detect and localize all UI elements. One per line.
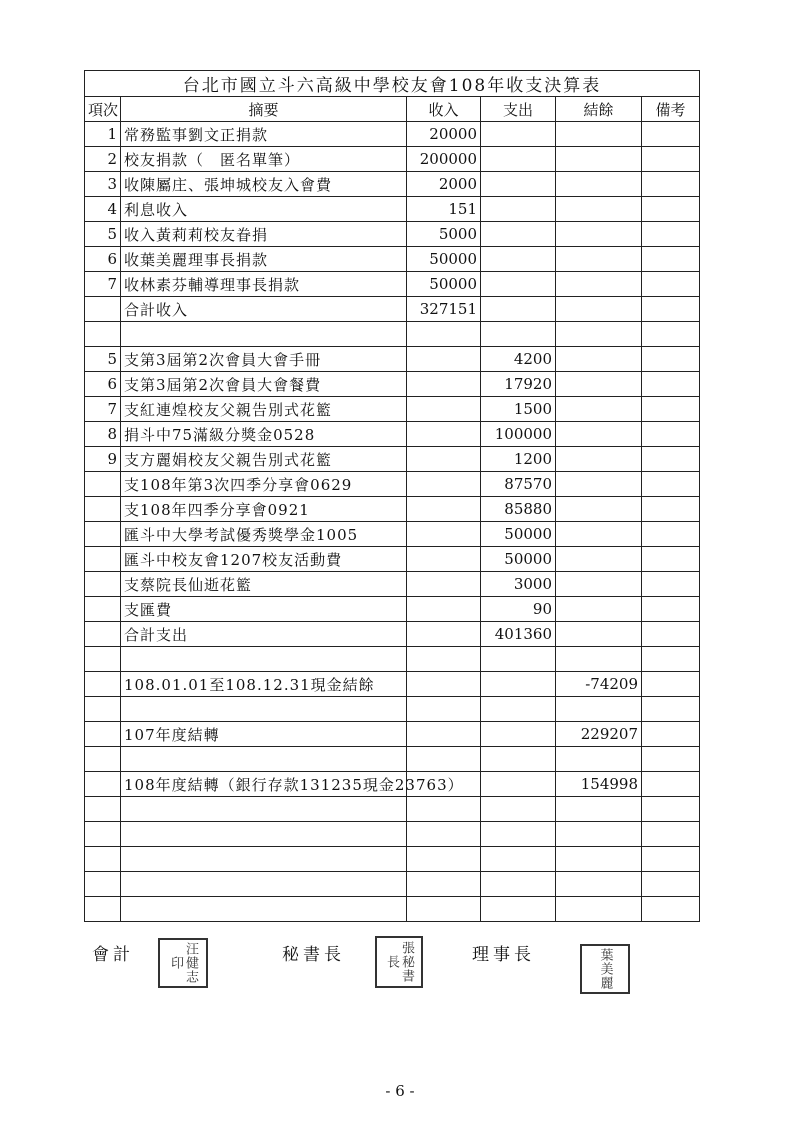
row-expense [481, 297, 556, 322]
row-description: 收葉美麗理事長捐款 [121, 247, 407, 272]
row-remark [642, 297, 700, 322]
row-expense: 3000 [481, 572, 556, 597]
income-row [85, 222, 700, 247]
cell-desc [121, 647, 407, 672]
header-balance: 結餘 [556, 97, 642, 122]
cell-no [85, 847, 121, 872]
header-desc: 摘要 [121, 97, 407, 122]
income-row [85, 272, 700, 297]
row-number [85, 497, 121, 522]
cell-expense [481, 697, 556, 722]
cell-income [407, 747, 481, 772]
cell-expense [481, 322, 556, 347]
row-number [85, 572, 121, 597]
cell-balance [556, 697, 642, 722]
carry-107-row [85, 722, 700, 747]
cell-expense [481, 647, 556, 672]
expense-row [85, 422, 700, 447]
cell-expense [481, 822, 556, 847]
row-income [407, 672, 481, 697]
header-income: 收入 [407, 97, 481, 122]
row-number [85, 597, 121, 622]
cell-expense [481, 747, 556, 772]
expense-row [85, 572, 700, 597]
row-remark [642, 722, 700, 747]
cell-income [407, 697, 481, 722]
row-income [407, 597, 481, 622]
carry-107-row-value: 229207 [556, 722, 642, 747]
blank-row [85, 872, 700, 897]
row-description: 支第3屆第2次會員大會手冊 [121, 347, 407, 372]
expense-total-row [85, 622, 700, 647]
header-row [85, 97, 700, 122]
row-expense [481, 222, 556, 247]
row-remark [642, 197, 700, 222]
row-income: 200000 [407, 147, 481, 172]
income-total-row [85, 297, 700, 322]
cell-balance [556, 847, 642, 872]
row-description: 校友捐款（ 匿名單筆） [121, 147, 407, 172]
row-income: 20000 [407, 122, 481, 147]
row-expense [481, 122, 556, 147]
row-number: 7 [85, 397, 121, 422]
cell-no [85, 322, 121, 347]
row-balance [556, 172, 642, 197]
blank-row [85, 647, 700, 672]
cell-expense [481, 847, 556, 872]
row-income [407, 372, 481, 397]
row-number [85, 547, 121, 572]
row-income [407, 447, 481, 472]
row-balance [556, 222, 642, 247]
row-income: 2000 [407, 172, 481, 197]
row-remark [642, 597, 700, 622]
row-balance [556, 572, 642, 597]
row-income [407, 397, 481, 422]
accountant-label: 會計 [92, 945, 134, 965]
cell-income [407, 322, 481, 347]
cell-desc [121, 322, 407, 347]
cell-remark [642, 797, 700, 822]
cell-balance [556, 872, 642, 897]
expense-row [85, 597, 700, 622]
row-remark [642, 372, 700, 397]
cell-desc [121, 747, 407, 772]
row-number: 3 [85, 172, 121, 197]
cell-no [85, 872, 121, 897]
row-balance [556, 297, 642, 322]
cell-income [407, 647, 481, 672]
secretary-label: 秘書長 [282, 945, 345, 965]
cell-desc [121, 872, 407, 897]
row-number: 5 [85, 347, 121, 372]
cell-balance [556, 647, 642, 672]
expense-row [85, 497, 700, 522]
cell-desc [121, 822, 407, 847]
row-number: 1 [85, 122, 121, 147]
row-description: 支108年四季分享會0921 [121, 497, 407, 522]
blank-row [85, 747, 700, 772]
expense-row [85, 447, 700, 472]
expense-row [85, 347, 700, 372]
row-balance [556, 547, 642, 572]
income-row [85, 122, 700, 147]
chairman-seal: 葉美麗 [580, 944, 630, 994]
row-description: 支第3屆第2次會員大會餐費 [121, 372, 407, 397]
row-description: 匯斗中校友會1207校友活動費 [121, 547, 407, 572]
income-total-label: 合計收入 [121, 297, 407, 322]
row-remark [642, 347, 700, 372]
cash-balance-row [85, 672, 700, 697]
row-remark [642, 147, 700, 172]
blank-row [85, 797, 700, 822]
row-balance [556, 147, 642, 172]
row-expense [481, 247, 556, 272]
cell-remark [642, 847, 700, 872]
cell-balance [556, 797, 642, 822]
row-remark [642, 622, 700, 647]
row-description: 支方麗娟校友父親告別式花籃 [121, 447, 407, 472]
row-balance [556, 447, 642, 472]
row-description: 收陳屬庄、張坤城校友入會費 [121, 172, 407, 197]
row-expense: 85880 [481, 497, 556, 522]
row-income [407, 622, 481, 647]
carry-108-row-value: 154998 [556, 772, 642, 797]
cell-no [85, 697, 121, 722]
row-income [407, 547, 481, 572]
cell-no [85, 897, 121, 922]
row-remark [642, 497, 700, 522]
cell-income [407, 847, 481, 872]
row-expense [481, 722, 556, 747]
blank-row [85, 697, 700, 722]
row-income [407, 472, 481, 497]
row-expense: 50000 [481, 522, 556, 547]
row-number: 4 [85, 197, 121, 222]
cell-balance [556, 897, 642, 922]
row-expense: 87570 [481, 472, 556, 497]
row-remark [642, 247, 700, 272]
row-number [85, 722, 121, 747]
row-expense: 1500 [481, 397, 556, 422]
row-description: 收入黃莉莉校友眷捐 [121, 222, 407, 247]
cell-balance [556, 822, 642, 847]
title-row [85, 71, 700, 97]
header-remark: 備考 [642, 97, 700, 122]
cell-desc [121, 697, 407, 722]
cell-income [407, 872, 481, 897]
row-remark [642, 397, 700, 422]
row-remark [642, 422, 700, 447]
row-remark [642, 172, 700, 197]
row-number: 6 [85, 372, 121, 397]
row-description: 收林素芬輔導理事長捐款 [121, 272, 407, 297]
cell-remark [642, 872, 700, 897]
row-description: 支匯費 [121, 597, 407, 622]
cell-remark [642, 647, 700, 672]
cell-desc [121, 897, 407, 922]
row-income: 151 [407, 197, 481, 222]
row-number: 6 [85, 247, 121, 272]
row-balance [556, 397, 642, 422]
row-expense: 50000 [481, 547, 556, 572]
cell-income [407, 797, 481, 822]
header-no: 項次 [85, 97, 121, 122]
row-balance [556, 472, 642, 497]
blank-row [85, 897, 700, 922]
row-expense: 90 [481, 597, 556, 622]
row-remark [642, 672, 700, 697]
row-balance [556, 197, 642, 222]
row-number [85, 522, 121, 547]
row-income: 5000 [407, 222, 481, 247]
accountant-seal: 汪健志印 [158, 938, 208, 988]
row-description: 捐斗中75滿級分獎金0528 [121, 422, 407, 447]
cell-remark [642, 822, 700, 847]
row-remark [642, 222, 700, 247]
row-remark [642, 447, 700, 472]
row-expense: 1200 [481, 447, 556, 472]
cell-expense [481, 872, 556, 897]
carry-108-row-label: 108年度結轉（銀行存款131235現金23763） [121, 772, 407, 797]
carry-107-row-label: 107年度結轉 [121, 722, 407, 747]
cell-balance [556, 322, 642, 347]
expense-row [85, 372, 700, 397]
row-income [407, 722, 481, 747]
row-balance [556, 622, 642, 647]
income-row [85, 172, 700, 197]
cash-balance-row-value: -74209 [556, 672, 642, 697]
row-expense [481, 147, 556, 172]
row-number [85, 672, 121, 697]
page-number: - 6 - [385, 1082, 415, 1100]
cell-income [407, 897, 481, 922]
cell-no [85, 822, 121, 847]
row-income [407, 497, 481, 522]
carry-108-row [85, 772, 700, 797]
row-expense [481, 272, 556, 297]
row-number [85, 772, 121, 797]
cell-no [85, 797, 121, 822]
row-description: 常務監事劉文正捐款 [121, 122, 407, 147]
row-balance [556, 597, 642, 622]
row-balance [556, 247, 642, 272]
cell-no [85, 747, 121, 772]
expense-row [85, 397, 700, 422]
row-number: 7 [85, 272, 121, 297]
expense-total-value: 401360 [481, 622, 556, 647]
income-row [85, 247, 700, 272]
ledger-title: 台北市國立斗六高級中學校友會108年收支決算表 [85, 71, 700, 97]
income-row [85, 147, 700, 172]
row-balance [556, 372, 642, 397]
row-income: 50000 [407, 272, 481, 297]
row-expense [481, 772, 556, 797]
cell-no [85, 647, 121, 672]
expense-row [85, 472, 700, 497]
row-balance [556, 272, 642, 297]
cell-remark [642, 697, 700, 722]
expense-row [85, 522, 700, 547]
row-expense: 100000 [481, 422, 556, 447]
cell-expense [481, 897, 556, 922]
row-expense [481, 197, 556, 222]
row-description: 支108年第3次四季分享會0629 [121, 472, 407, 497]
chairman-label: 理事長 [472, 945, 535, 965]
row-remark [642, 772, 700, 797]
row-description: 支蔡院長仙逝花籃 [121, 572, 407, 597]
blank-row [85, 322, 700, 347]
row-expense: 17920 [481, 372, 556, 397]
cell-desc [121, 797, 407, 822]
row-income [407, 572, 481, 597]
row-number: 8 [85, 422, 121, 447]
row-expense [481, 672, 556, 697]
row-balance [556, 422, 642, 447]
row-remark [642, 572, 700, 597]
cell-expense [481, 797, 556, 822]
cell-income [407, 822, 481, 847]
row-remark [642, 122, 700, 147]
secretary-seal: 張秘書長 [375, 936, 423, 988]
cell-desc [121, 847, 407, 872]
cell-balance [556, 747, 642, 772]
row-expense [481, 172, 556, 197]
row-number [85, 472, 121, 497]
ledger-table [84, 70, 700, 922]
row-balance [556, 347, 642, 372]
row-remark [642, 522, 700, 547]
cash-balance-row-label: 108.01.01至108.12.31現金結餘 [121, 672, 407, 697]
income-total-value: 327151 [407, 297, 481, 322]
row-description: 利息收入 [121, 197, 407, 222]
row-income [407, 347, 481, 372]
row-description: 支紅連煌校友父親告別式花籃 [121, 397, 407, 422]
row-income [407, 522, 481, 547]
row-income [407, 422, 481, 447]
row-balance [556, 122, 642, 147]
row-number: 2 [85, 147, 121, 172]
row-remark [642, 547, 700, 572]
row-remark [642, 472, 700, 497]
blank-row [85, 847, 700, 872]
cell-remark [642, 897, 700, 922]
row-income: 50000 [407, 247, 481, 272]
expense-total-label: 合計支出 [121, 622, 407, 647]
row-remark [642, 272, 700, 297]
cell-remark [642, 322, 700, 347]
row-description: 匯斗中大學考試優秀獎學金1005 [121, 522, 407, 547]
row-number: 9 [85, 447, 121, 472]
row-number [85, 622, 121, 647]
income-row [85, 197, 700, 222]
header-expense: 支出 [481, 97, 556, 122]
expense-row [85, 547, 700, 572]
cell-remark [642, 747, 700, 772]
row-balance [556, 497, 642, 522]
blank-row [85, 822, 700, 847]
row-expense: 4200 [481, 347, 556, 372]
row-balance [556, 522, 642, 547]
row-number: 5 [85, 222, 121, 247]
row-number [85, 297, 121, 322]
